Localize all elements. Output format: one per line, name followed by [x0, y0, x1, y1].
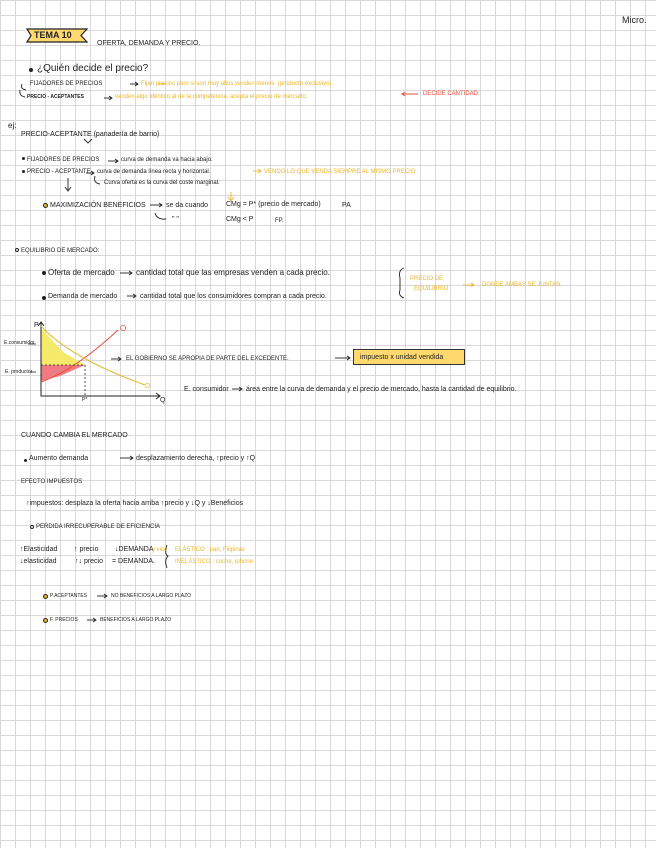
demanda-label: Demanda de mercado: [48, 293, 118, 300]
fijadores-item: FIJADORES DE PRECIOS: [27, 157, 100, 163]
consumer-def: área entre la curva de demanda y el precio de mercado, hasta la cantidad de equilibrio.: [246, 386, 517, 393]
demanda-def: cantidad total que los consumidores compran a cada precio.: [140, 293, 327, 300]
pacept-def: NO BENEFICIOS A LARGO PLAZO: [111, 593, 192, 599]
cmg-less: CMg < P: [226, 216, 254, 223]
p-star-label: P*: [82, 397, 88, 403]
pacept-label: P.ACEPTANTES: [50, 593, 88, 599]
inelastico-examples: INELÁSTICO : coche, iphone: [175, 559, 254, 565]
elast-up-c: ↓DEMANDA: [115, 546, 154, 553]
fprecios-def: BENEFICIOS A LARGO PLAZO: [100, 617, 172, 623]
maximizacion-label: MAXIMIZACIÓN BENEFICIOS: [50, 202, 146, 209]
elast-down-c: = DEMANDA.: [112, 558, 155, 565]
perdida-eficiencia: PERDIDA IRRECUPERABLE DE EFICIENCIA: [36, 524, 161, 530]
elast-up-b: ↑ precio: [74, 546, 99, 553]
y-axis-label: P: [34, 322, 39, 329]
producer-surplus-label: E. productor: [5, 369, 33, 375]
impuestos-line: ↑impuestos: desplaza la oferta hacia arriba ↑precio y ↓Q y ↓Beneficios: [26, 500, 244, 507]
example-marker: ej:: [8, 121, 17, 130]
aceptantes-label: PRECIO - ACEPTANTES: [27, 94, 84, 100]
aceptantes-note: venden algo idéntico al de la competencia, acepta el precio de mercado.: [115, 94, 308, 100]
curva-oferta: Curva oferta es la curva del coste marginal.: [104, 180, 220, 186]
aceptante-note: VENDO LO QUE VENDA SIEMPRE AL MISMO PRECIO: [264, 169, 416, 175]
elast-up-a: ↑Elasticidad: [20, 546, 58, 553]
equilibrio-title: EQUILIBRIO DE MERCADO:: [21, 248, 100, 254]
pa-label: PA: [342, 202, 351, 209]
cmg-equation: CMg = P* (precio de mercado): [226, 201, 321, 208]
precio-eq-1: PRECIO DE: [410, 276, 444, 282]
subject-label: Micro.: [622, 15, 647, 25]
efecto-impuestos: EFECTO IMPUESTOS: [21, 479, 83, 485]
page-title: OFERTA, DEMANDA Y PRECIO.: [97, 40, 201, 47]
demand-curve-label: D: [145, 383, 151, 390]
bullet-circle: [43, 618, 48, 623]
oferta-def: cantidad total que las empresas venden a cada precio.: [136, 268, 330, 277]
bullet-circle: [43, 594, 48, 599]
example-title: PRECIO-ACEPTANTE (panadería de barrio): [21, 131, 160, 138]
fijadores-note: Fijan precios pero si son muy altos venden menos. (producto exclusivo).: [141, 81, 334, 87]
bullet-dot: [24, 459, 27, 462]
fprecios-label: F. PRECIOS: [50, 617, 78, 623]
x-axis-label: Q: [160, 397, 166, 404]
vice-versa: y vice: [152, 547, 168, 553]
elastico-examples: ELÁSTICO : pan, Filipinas: [175, 547, 246, 553]
gobierno-text: EL GOBIERNO SE APROPIA DE PARTE DEL EXCEDENTE.: [126, 356, 289, 362]
title-tag-text: TEMA 10: [34, 30, 72, 40]
fijadores-def: curva de demanda va hacia abajo.: [121, 157, 213, 163]
impuesto-text: impuesto x unidad vendida: [360, 354, 444, 361]
elast-down-a: ↓elasticidad: [20, 558, 57, 565]
fijadores-label: FIJADORES DE PRECIOS: [30, 81, 103, 87]
aumento-def: desplazamiento derecha, ↑precio y ↑Q: [136, 455, 256, 462]
donde-juntan: DONDE AMBAS SE JUNTAN: [482, 282, 561, 288]
offer-curve-label: O: [120, 324, 127, 333]
precio-eq-2: EQUILIBRIO: [414, 286, 449, 292]
ditto-marks: " ": [172, 216, 179, 223]
impuesto-box: [353, 349, 465, 365]
consumer-surplus-area: [41, 328, 85, 365]
aceptante-item: PRECIO - ACEPTANTE: [27, 169, 91, 175]
aceptante-def: curva de demanda línea recta y horizontal.: [97, 169, 211, 175]
aumento-label: Aumento demanda: [29, 455, 89, 462]
consumer-surplus-label: E.consumidor: [4, 340, 35, 346]
fp-label: FP.: [275, 218, 284, 224]
question: ¿Quién decide el precio?: [37, 63, 149, 74]
consumer-def-label: E. consumidor: [184, 386, 229, 393]
cambios-title: CUANDO CAMBIA EL MERCADO: [21, 432, 128, 439]
elast-down-b: ↑↓ precio: [75, 558, 104, 565]
decide-cantidad: DECIDE CANTIDAD.: [423, 91, 480, 97]
oferta-label: Oferta de mercado: [48, 268, 115, 277]
producer-surplus-area: [41, 365, 85, 381]
se-da-cuando: se da cuando: [166, 202, 209, 209]
bullet-circle: [30, 525, 34, 529]
